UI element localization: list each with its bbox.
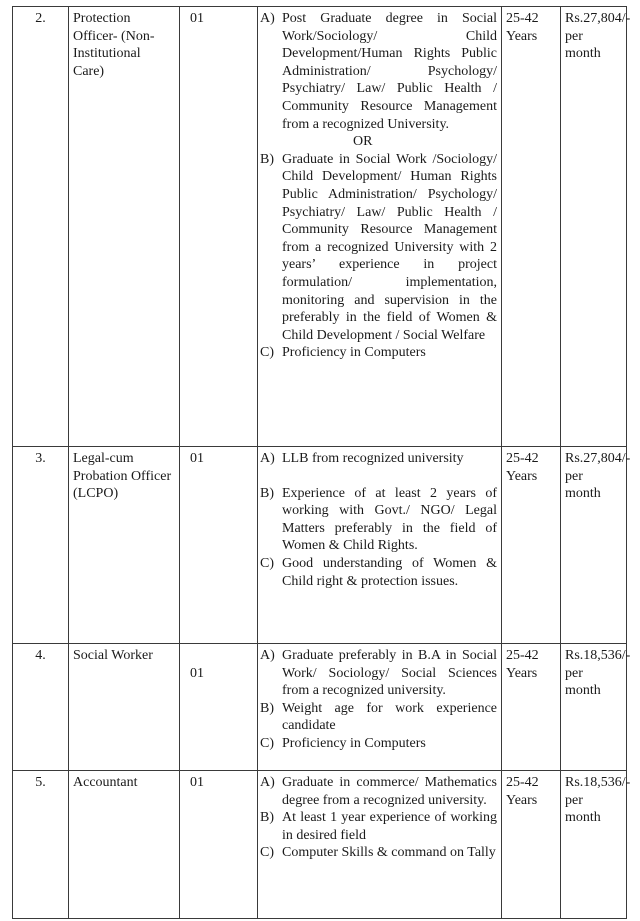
qualification-letter: C) [260,555,274,571]
qualification-text: Computer Skills & command on Tally [282,845,496,861]
qualification-item [258,344,501,362]
table-row [13,7,627,447]
post-count: 01 [180,7,258,447]
qualification-letter: A) [260,648,275,663]
qualification-item [258,647,501,700]
age-limit: 25-42 Years [502,644,561,771]
age-limit: 25-42 Years [502,7,561,447]
qualification-text: Graduate in commerce/ Mathematics degree from a recognized university. [282,775,497,808]
qualification-text: Graduate in Social Work /Sociology/ Child Development/ Human Rights Public Administration/ Psychology/ Psychiatry/ Law/ Public Health / Community Resource Management from a recognized University with 2 years’ experience in project formulation/ implementation, monitoring and supervision in the preferably in the field of Women & Child Development / Social Welfare [282,151,497,343]
recruitment-table [12,6,631,919]
post-count: 01 [180,771,258,919]
qualification-item [258,809,501,844]
qualification-text: Graduate preferably in B.A in Social Work/ Sociology/ Social Sciences from a recognized university. [282,648,497,699]
qualification-text: Good understanding of Women & Child right & protection issues. [282,555,497,589]
qualification-item [258,774,501,809]
serial-number: 4. [13,644,69,771]
qualification-letter: A) [260,451,275,466]
post-name: Protection Officer- (Non-Institutional Care) [69,7,180,447]
qualification-item [258,485,501,555]
post-name: Social Worker [69,644,180,771]
qualification-text: Experience of at least 2 years of working with Govt./ NGO/ Legal Matters preferably in the field of Women & Child Rights. [282,485,497,554]
qualification-item [258,700,501,735]
qualification-text: Weight age for work experience candidate [282,700,497,734]
qualification-letter: A) [260,775,275,790]
age-limit: 25-42 Years [502,447,561,644]
post-count: 01 [180,447,258,644]
qualification-item [258,555,501,590]
qualification-letter: C) [260,345,274,361]
qualification-letter: B) [260,151,274,167]
qualification-item [258,844,501,862]
or-separator: OR [353,134,373,150]
qualifications [258,644,502,771]
qualification-text: Post Graduate degree in Social Work/Sociology/ Child Development/Human Rights Public Administration/ Psychology/ Psychiatry/ Law/ Public Health / Community Resource Management from a recognized University. [282,11,497,132]
qualification-item [258,10,501,133]
qualification-letter: B) [260,485,274,501]
table-row [13,644,627,771]
pay-scale: Rs.27,804/-per month [561,7,627,447]
table-body [13,7,631,919]
table-row [13,771,627,919]
qualification-item [258,450,501,468]
qualification-letter: C) [260,845,274,861]
qualifications [258,7,502,447]
qualification-text: At least 1 year experience of working in desired field [282,810,497,843]
qualification-text: Proficiency in Computers [282,735,426,751]
qualification-text: Proficiency in Computers [282,345,426,361]
age-limit: 25-42 Years [502,771,561,919]
serial-number: 3. [13,447,69,644]
qualification-item [258,151,501,345]
qualification-letter: A) [260,11,275,26]
post-name: Legal-cum Probation Officer (LCPO) [69,447,180,644]
qualifications [258,771,502,919]
qualification-letter: B) [260,810,274,826]
qualification-letter: C) [260,735,274,751]
table-row [13,447,627,644]
pay-scale: Rs.18,536/-per month [561,771,627,919]
spacer [258,468,501,485]
post-count: 01 [180,644,258,771]
qualifications [258,447,502,644]
post-name: Accountant [69,771,180,919]
pay-scale: Rs.18,536/-per month [561,644,627,771]
qualification-text: LLB from recognized university [282,451,464,466]
qualification-letter: B) [260,700,274,716]
qualification-item [258,735,501,753]
pay-scale: Rs.27,804/-per month [561,447,627,644]
serial-number: 5. [13,771,69,919]
serial-number: 2. [13,7,69,447]
